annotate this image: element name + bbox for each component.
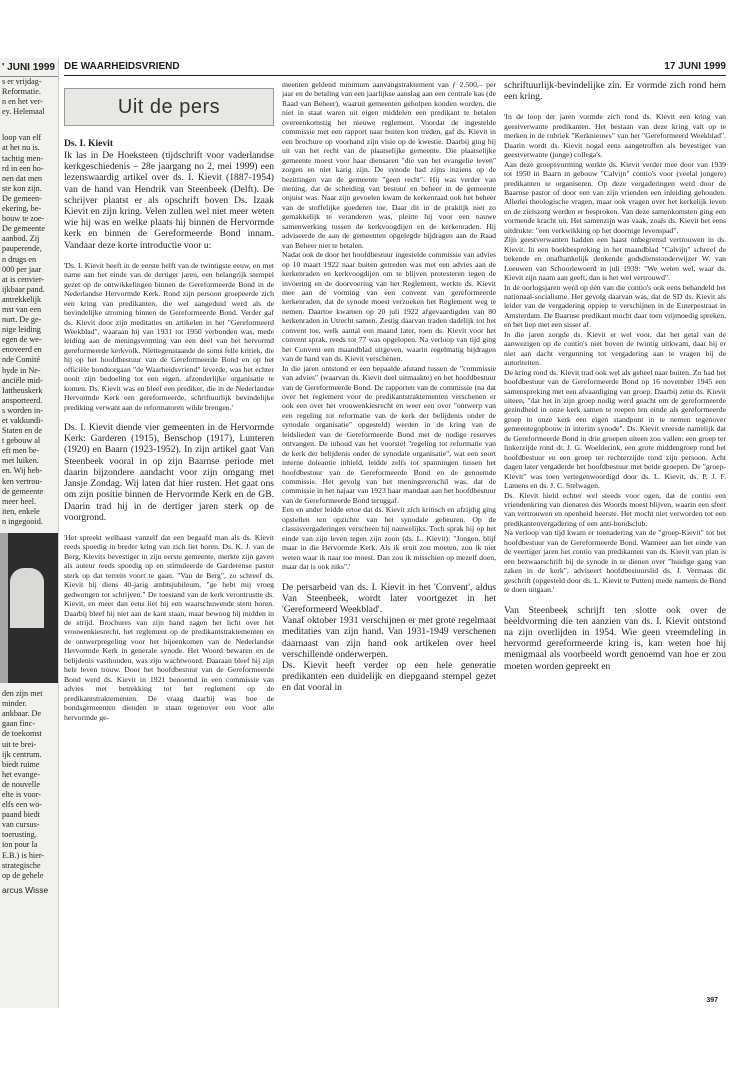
previous-page-line: n en het ver- <box>2 97 43 107</box>
previous-page-line: Staten en de <box>2 426 43 436</box>
previous-page-line: minder. <box>2 699 27 709</box>
previous-page-line: s worden in- <box>2 405 43 415</box>
previous-page-line: de gemeente <box>2 486 44 496</box>
previous-page-line: ey. Helemaal <box>2 107 45 117</box>
previous-page-line: antrekkelijk <box>2 294 42 304</box>
previous-page-line: strategische <box>2 860 41 870</box>
previous-page-line: paand biedt <box>2 810 40 820</box>
paragraph-congregations <box>64 422 274 523</box>
issue-date: 17 JUNI 1999 <box>664 61 726 72</box>
previous-page-line: ion pour la <box>2 840 38 850</box>
previous-page-line: elfs een wo- <box>2 800 43 810</box>
intro-paragraph <box>64 150 274 251</box>
running-head <box>64 58 726 76</box>
col2-paragraph-2: Nadat ook de door het hoofdbestuur ingestelde commissie van advies op 10 maart 1922 naar buiten getreden was met een advies aan de kerkenraden en kerkvoogdijen om te blijven protesteren tegen de invoering en de doorvoering van het Reglement, werkte ds. Kievit mee aan de vorming van een convent van gereformeerde kerkenraden, dat de synode moest verzoeken het Reglement weg te nemen. Daartoe kwamen op 20 juli 1922 afgevaardigden van 80 kerkenraden in Utrecht samen. Zestig daarvan traden dadelijk tot het convent toe, welk aantal een maand later, toen ds. Kievit voor het convent sprak, reeds tot 77 was opgelopen. Na verloop van tijd ging het Convent een maandblad uitgeven, waarin regelmatig bijdragen van de hand van ds. Kievit verschenen. <box>282 250 496 364</box>
quote-block-2 <box>64 533 274 722</box>
previous-page-line: at is cenvier- <box>2 274 45 284</box>
previous-page-line: ken vertrou- <box>2 476 43 486</box>
previous-page-line: de nouvelle <box>2 779 40 789</box>
col2-large-paragraph-2: Vanaf oktober 1931 verschijnen er met grote regelmaat meditaties van zijn hand. Van 1931-1949 verschenen daarnaast van zijn hand ook artikelen over heel verschillende onderwerpen. <box>282 615 496 660</box>
previous-page-line: hyde in Ne- <box>2 365 41 375</box>
previous-page-line: De gemeente <box>2 224 45 234</box>
quote-block-1 <box>64 261 274 412</box>
col3-large-end-text: Van Steenbeek schrijft ten slotte ook over de beeldvorming die ten aanzien van ds. I. Kievit ontstond na zijn overlijden in 1954. Wie geen vreemdeling in hervormd gereformeerde kring is, kan weten hoe hij menigmaal als voorbeeld wordt genoemd van hoe er zou moeten worden gepreekt en <box>504 604 726 672</box>
previous-page-top-text <box>0 77 58 117</box>
article-byline: Ds. I. Kievit <box>64 138 114 149</box>
column-1 <box>64 80 274 722</box>
previous-page-line: nde Comité <box>2 355 40 365</box>
col3-paragraph-4: In de oorlogsjaren werd op één van die contio's ook eens behandeld het nationaal-socialisme. Het gevolg daarvan was, dat de SD ds. Kievit als leider van de vergadering oppiep te verschijnen in de Euterpestraat in Amsterdam. De Baarnse predikant mocht daar toen vrijmoedig spreken, en het liep met een sisser af. <box>504 282 726 330</box>
previous-page-line: ste kon zijn. <box>2 183 42 193</box>
previous-page-line: n ingegooid. <box>2 516 43 526</box>
previous-page-line: loop van elf <box>2 133 42 143</box>
column-2 <box>282 80 496 694</box>
page-number: 397 <box>706 997 718 1004</box>
previous-page-line: Iattheuskerk <box>2 385 43 395</box>
col3-paragraph-6: De kring rond ds. Kievit trad ook wel als geheel naar buiten. Zo had het hoofdbestuur van de Gereformeerde Bond op 16 november 1945 een samenspreking met een afvaardiging van groep. Daarbij zette ds. Kievit uiteen, "dat het in zijn groep nodig werd geacht om de gereformeerde gezindheid in onze kerk samen te roepen ten einde als gereformeerde groep in onze kerk een eigen standpunt in te nemen tegenover gemeentegopbouw in interim synode". Ds. Kievit vreesde namelijk dat de Gereformeerde Bond in drie groepen uiteen zou vallen: een groep ter linkerzijde rond dr. J. G. Woelderink, een grote middengroep rond het hoofdbestuur en een groep ter rechterzijde rond zijn persoon. Acht dagen later vergaderde het hoofdbestuur met beide groepen. De "groep-Kievit" was toen vertegenwoordigd door ds. L. Kievit, ds. P. J. F. Lamens en ds. J. C. Stelwagen. <box>504 367 726 491</box>
previous-page-line: toerusting. <box>2 830 37 840</box>
previous-page-line: et vakkundi- <box>2 416 44 425</box>
col3-paragraph-8: Na verloop van tijd kwam er toenadering van de "groep-Kievit" tot het hoofdbestuur van de Gereformeerde Bond. Wanneer aan het einde van de veertiger jaren het contio van predikanten van ds. Kievit van plan is een bezwaarschrift bij de synode in te dienen over "huidige gang van zaken in de kerk", adviseert hoofdbestuurslid ds. J. Vermaas dit geschrift (opgesteld door ds. L. Kievit te Putten) mede namens de Bond te doen uitgaan.' <box>504 528 726 595</box>
previous-page-line: ekering, be- <box>2 204 42 214</box>
previous-page-line: ijkbaar pand. <box>2 284 45 294</box>
previous-page-line: biedt ruime <box>2 759 40 769</box>
column-2-large-text <box>282 582 496 694</box>
previous-page-line: nige leiding <box>2 325 41 335</box>
previous-page-line: t gebouw al <box>2 436 41 446</box>
previous-page-line: egen de we- <box>2 335 42 345</box>
column-3-body <box>504 112 726 594</box>
previous-page-line: het evange- <box>2 769 40 779</box>
previous-page-line: meer heel. <box>2 496 37 506</box>
previous-page-line: Reformatie. <box>2 87 41 97</box>
quote-2-text: 'Het spreekt welhaast vanzelf dat een begaafd man als ds. Kievit reeds spoedig in breder kring van zich liet horen. Ds. K. J. van de Berg, Kievits bevestiger in zijn eerste gemeente, merkte zijn gaven als auteur reeds spoedig op en stimuleerde de Garderense pastor sterk op dat terrein voort te gaan. "Van de Berg", zo schreef ds. Kievit bij diens 40-jarig ambtsjubileum, "ge hebt mij vroeg gedwongen tot schrijven." De toestand van de kerk verontrustte ds. Kievit, en meer dan eens liet hij een waarschuwende stem horen. Daarbij bleef hij niet aan de kant staan, maar bewoog hij midden in de strijd. Brochures van zijn hand zagen het licht over het vrouwenkiesrecht, het reglement op de predikantstraktementen en de ontwerpregeling voor het bijeenkomen van de Nederlandse Hervormde Kerk in generale synode. Het Woord bewaren en de belijdenis vasthouden, was zijn wachtwoord. Daaraan bleef hij zijn hele leven trouw. Door het hoofdbestuur van de Gereformeerde Bond werd ds. Kievit in 1921 benoemd in een commissie van advies met betrekking tot het reglement op de predikantstraktementen. De vraag daarbij was hoe de bondsgemeenten dienden te staan tegenover een voor alle hervormde ge- <box>64 532 274 722</box>
intro-text: Ik las in De Hoeksteen (tijdschrift voor vaderlandse kerkgeschiedenis – 28e jaargang no 2, mei 1999) een lezenswaardig artikel over ds. I. Kievit (1887-1954) van de hand van Hendrik van Steenbeek (Delft). De schrijver plaatst er als opschrift boven Ds. Izaak Kievit en zijn kring. Velen zullen wel niet meer weten wie hij was en welke plaats hij binnen de Hervormde kerk en binnen de Gereformeerde Bond innam. Vandaar deze korte introductie voor u: <box>64 150 274 251</box>
publication-name: DE WAARHEIDSVRIEND <box>64 61 180 72</box>
previous-page-line: ansporteerd. <box>2 395 43 405</box>
photo-credit: arcus Wisse <box>2 884 49 895</box>
previous-page-line: aanbod. Zij <box>2 234 40 244</box>
paragraph-congregations-text: Ds. I. Kievit diende vier gemeenten in de Hervormde Kerk: Garderen (1915), Benschop (1917), Lunteren (1920) en Baarn (1923-1952). In zijn artikel gaat Van Steenbeek vooral in op zijn Baarnse periode met daarin bijzondere aandacht voor zijn omgang met Jansje Zondag. Wij laten dat hier rusten. Het gaat ons om zijn positie binnen de Hervormde Kerk en de GB. Daarin trad hij in de dertiger jaren sterk op de voorgrond. <box>64 422 274 523</box>
previous-page-line: enoveerd en <box>2 345 42 355</box>
previous-page-line: anciële mid- <box>2 375 43 385</box>
section-title: Uit de pers <box>117 95 221 118</box>
previous-page-line: s er vrijdag- <box>2 77 42 86</box>
previous-page-line: iten, enkele <box>2 506 40 516</box>
previous-page-line: nen dat men <box>2 173 43 183</box>
col2-paragraph-1: meenten geldend minimum aanvangstraktement van ƒ 2.500,– per jaar en de betaling van een jaarlijkse aanslag aan een centrale kas (de Raad van Beheer), waaruit gemeenten geholpen konden worden, die niet in staat waren uit eigen middelen een predikant te betalen overeenkomstig het nieuwe reglement. Voordat de ingestelde commissie met een rapport naar buiten kon treden, gaf ds. Kievit in een brochure op voorhand zijn visie op de kwestie. Daarbij ging hij uit van het recht van de plaatselijke gemeente. Die plaatselijke gemeente moest voor haar diensaren "die van het evangelie leven" zorgen en niet karig zijn. De synode had zijns inziens op de bezittingen van de gemeente "geen recht". Hij was verder van mening, dat de scheiding van bestuur en beheer in de gemeente onjuist was. Naar zijn gevoelen kwam de kerkenraad ook het beheer van de stoffelijke goederen toe. Daar dit in de praktijk niet zo gemakkelijk te veranderen was, pleitte hij voor een nauwe samenwerking tussen de kerkvoogdijen en de kerkenraden. Hij adviseerde de aan de gemeenten opgelegde bijdragen aan de Raad van Beheer niet te betalen. <box>282 80 496 250</box>
previous-page-line: gaan finc- <box>2 719 35 729</box>
col2-paragraph-3: In die jaren ontstond er een bepaalde afstand tussen de "commissie van advies" (waarvan ds. Kievit deel uitmaakte) en het hoofdbestuur van de Gereformeerde Bond. De rapporten van de commissie (na dat over het reglement voor de predikantstraktementen verschenen er ook een over het vrouwenkiesrecht en weer een over "ontwerp van een regeling tot reformatie van de kerk der belijdenis onder de synodale organisatie" opgesteld) werden in de kring van de leidslieden van de Gereformeerde Bond met de nodige reserves ontvangen. De inhoud van het voorstel "regeling tot reformatie van de kerk der belijdenis onder de synodale organisatie", wat een soort interne doleantie inhield, leidde zelfs tot spanningen tussen het hoofdbestuur van de Gereformeerde Bond en de genoemde commissie. Het gevolg van het meningsverschil was, dat de commissie in het najaar van 1923 haar mandaat aan het hoofdbestuur van de Gereformeerde Bond teruggaf. <box>282 363 496 505</box>
previous-page-middle-text <box>0 133 58 527</box>
previous-page-line: uit te brei- <box>2 739 37 749</box>
main-page <box>64 58 726 1008</box>
previous-page-line: met luiken. <box>2 456 39 466</box>
col3-paragraph-5: In die jaren zorgde ds. Kievit er wel voor, dat het getal van de aanwezigen op de contio's niet boven de twintig uitkwam, daar hij er niet aan dacht vergunning tot vergadering aan te vragen bij de autoriteiten. <box>504 329 726 368</box>
previous-page-line: De gemeen- <box>2 193 42 203</box>
previous-page-line: at het nu is. <box>2 143 40 153</box>
previous-page-line: de toekomst <box>2 729 42 739</box>
col3-paragraph-7: Ds. Kievit hield echter wel steeds voor ogen, dat de contio een vriendenkring van dienaren des Woords moest blijven, waarin een sfeer van vertrouwen en openheid heerste. Het mocht niet verworden tot een predikantenvergadering of een anti-bondsclub. <box>504 490 726 528</box>
previous-page-line: mst van een <box>2 304 42 314</box>
previous-page-line: rd in een ho- <box>2 163 44 173</box>
col2-large-paragraph-1: De persarbeid van ds. I. Kievit in het 'Convent', aldus Van Steenbeek, wordt later voortgezet in het 'Gereformeerd Weekblad'. <box>282 581 496 615</box>
column-3 <box>504 80 726 672</box>
col2-large-paragraph-3: Ds. Kievit heeft verder op een hele generatie predikanten een duidelijk en diepgaand stempel gezet en dat vooral in <box>282 659 496 694</box>
column-3-large-end <box>504 605 726 672</box>
previous-page-header: ' JUNI 1999 <box>0 58 58 77</box>
column-3-large-top <box>504 80 726 102</box>
quote-1-text: 'Ds. I. Kievit heeft in de eerste helft van de twintigste eeuw, en met name aan het einde van de dertiger jaren, een belangrijk stempel gezet op de ontwikkelingen binnen de Gereformeerde Bond in de Nederlandse Hervormde Kerk. Rond zijn persoon groepeerde zich een kring van predikanten, die wel aangeduid werd als de bevindelijke stroming binnen de Gereformeerde Bond. Verder gaf ds. Kievit door zijn meditaties en artikelen in het "Gereformeerd Weekblad", waaraan hij van 1931 tot 1950 verbonden was, mede leiding aan de meningsvorming van een deel van het hervormd gereformeerde kerkvolk. Niettegenstaande de soms felle kritiek, die hij op het hoofdbestuur van de Gereformeerde Bond en op het officiële bondsorgaan "de Waarheidsvriend" leverde, was het echter nooit zijn bedoeling tot een eigen, afzonderlijke organisatie te komen. Ds. Kievit was en bleef een prediker, die in de Nederlandse Hervormde Kerk een gereformeerde, schriftuurlijk bevindelijke prediking verwant aan de reformatoren wilde brengen.' <box>64 260 274 412</box>
previous-page-line: bouw te zoe- <box>2 214 45 224</box>
col2-paragraph-4: Een en ander leidde ertoe dat ds. Kievit zich kritisch en afzijdig ging opstellen ten opzichte van het synodale gebeuren. Op de classisvergaderingen verscheen hij nauwelijks. Toch sprak hij op het einde van zijn leven tegen zijn zoon (ds. L. Kievit): "Jongen, blijf maar in die Hervormde Kerk. Als ik eruit zou moeten, zou ik niet weten waar ik naar toe moest. Dan zou ik misschien op mezelf doen, maar dat is ook niks".' <box>282 505 496 572</box>
section-title-box <box>64 88 274 126</box>
previous-page-line: op de gehele <box>2 870 44 880</box>
column-2-body <box>282 80 496 572</box>
previous-page-line: eft men be- <box>2 446 40 456</box>
col3-paragraph-1: 'In de loop der jaren vormde zich rond ds. Kievit een kring van geestverwante predikanten. Het bestaan van deze kring valt op te merken in de rubriek "Kerknieuws" van het "Gereformeerd Weekblad". Daarin wordt ds. Kievit nogal eens aangetroffen als bevestiger van geestverwante (jonge) collega's. <box>504 112 726 160</box>
previous-page-line: ijk centrum. <box>2 749 42 759</box>
previous-page-line: elte is voor- <box>2 789 41 799</box>
previous-page-line: tachtig men- <box>2 153 44 163</box>
previous-page-line: ankbaar. De <box>2 709 42 719</box>
previous-page-line: 000 per jaar <box>2 264 42 274</box>
previous-page-sliver <box>0 58 59 1008</box>
previous-page-line: en. Wij heb- <box>2 466 43 476</box>
col3-paragraph-3: Zijn geestverwanten hadden een haast onbegrensd vertrouwen in ds. Kievit. In een boekbespreking in het maandblad "Calvijn" schreef de bekende en onafhankelijk denkende godsdienstonderwijzer W. van Leeuwen van Schoorlewoerd in juli 1939: "We weten wel, waar ds. Kievit zijn naam aan geeft, dan is het wel vertrouwd". <box>504 235 726 283</box>
previous-page-bottom-text <box>0 689 58 881</box>
previous-page-line: pauperende, <box>2 244 42 254</box>
previous-page-line: den zijn met <box>2 689 43 699</box>
col3-paragraph-2: Aan deze groepsvorming werkte ds. Kievit verder mee door van 1939 tot 1950 in Baarn in gebouw "Calvijn" contio's voor (veelal jongere) predikanten te organiseren. Op deze vergaderingen werd door de Baarnse pastor of door een van zijn vrienden een inleiding gehouden. Allerlei theologische vragen, maar ook vragen over het kerkelijk leven en de zielszorg werden er besproken. Van deze samenkomsten ging een vormende kracht uit. Het samenzijn was vaak, zoals ds. Kievit het eens uitdrukte: "een verkwikking op het doornige levenspad". <box>504 159 726 235</box>
col3-large-top-text: schriftuurlijk-bevindelijke zin. Er vormde zich rond hem een kring. <box>504 80 726 103</box>
previous-page-line: E.B.) is hier- <box>2 850 45 860</box>
previous-page-line: nurt. De ge- <box>2 315 42 325</box>
article-columns <box>64 80 726 990</box>
previous-page-line: van cursus- <box>2 820 40 830</box>
previous-page-line: n drugs en <box>2 254 37 264</box>
previous-page-photo <box>0 533 58 683</box>
